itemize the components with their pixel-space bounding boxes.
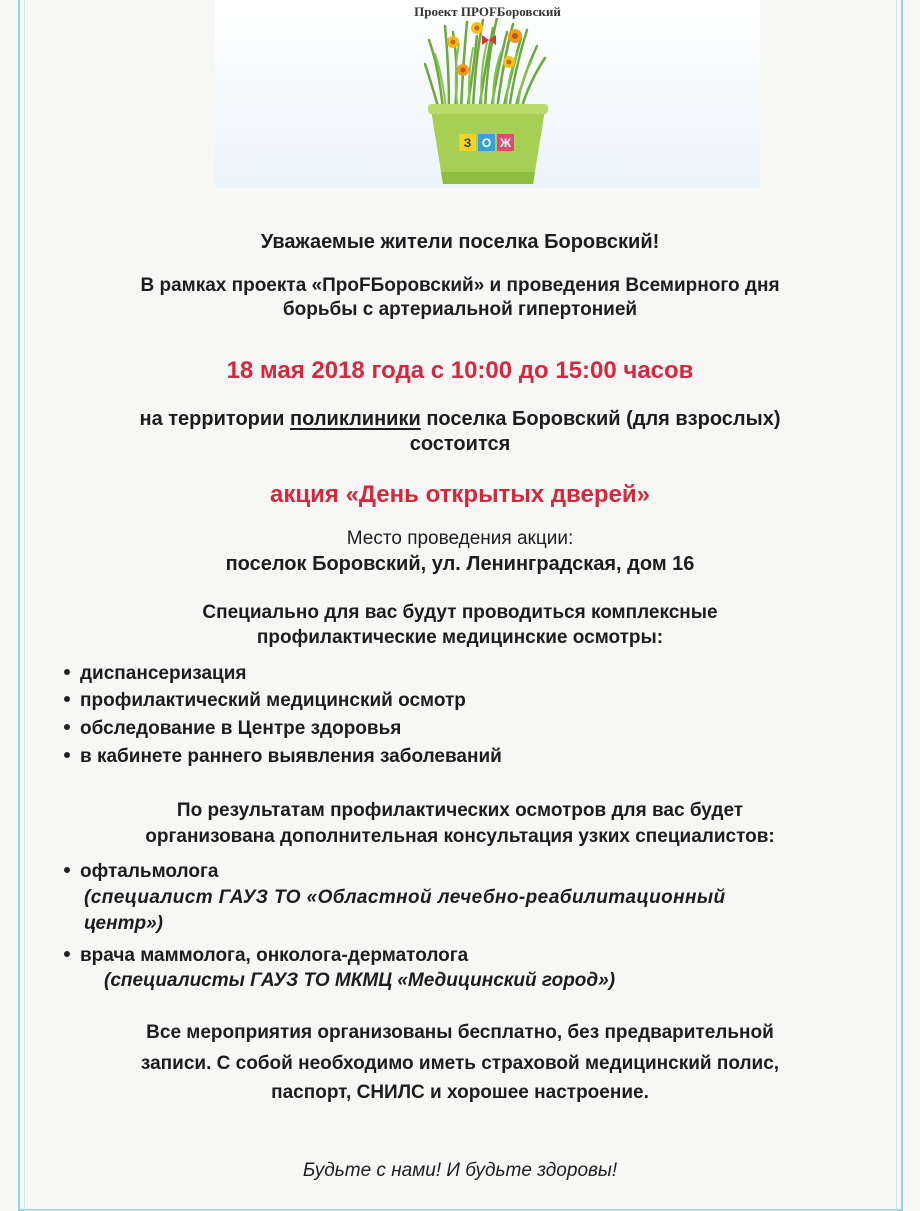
polyclinic-underlined: поликлиники <box>290 408 421 430</box>
exam-list-item: диспансеризация <box>64 663 246 685</box>
zozh-plant-pot-illustration <box>423 18 553 186</box>
consult-heading-2: организована дополнительная консультация узких специалистов: <box>145 826 775 847</box>
svg-text:Ж: Ж <box>500 136 511 150</box>
consult-heading-1: По результатам профилактических осмотров для вас будет <box>176 800 744 821</box>
exam-list-item: в кабинете раннего выявления заболеваний <box>64 746 502 768</box>
consult-item-mammologist: врача маммолога, онколога-дерматолога <box>64 945 468 967</box>
consult-item-ophthalmologist: офтальмолога <box>64 861 218 883</box>
intro-line-2: борьбы с артериальной гипертонией <box>282 299 638 320</box>
consult-item-1-note-2: центр») <box>84 913 163 934</box>
free-note-line-1: Все мероприятия организованы бесплатно, без предварительной <box>146 1022 774 1043</box>
closing-line: Будьте с нами! И будьте здоровы! <box>302 1160 618 1181</box>
header-banner <box>215 0 760 188</box>
exam-list-item: обследование в Центре здоровья <box>64 718 401 740</box>
free-note-line-2: записи. С собой необходимо иметь страховой медицинский полис, <box>140 1053 780 1074</box>
exams-heading-2: профилактические медицинские осмотры: <box>256 627 664 648</box>
event-date-time: 18 мая 2018 года с 10:00 до 15:00 часов <box>226 357 694 384</box>
svg-text:О: О <box>481 136 492 150</box>
venue-label: Место проведения акции: <box>346 528 574 549</box>
consult-item-1-note: (специалист ГАУЗ ТО «Областной лечебно-реабилитационный <box>84 887 726 908</box>
project-label: Проект ПРОFБоровский <box>414 4 561 19</box>
exam-list-item: профилактический медицинский осмотр <box>64 690 466 712</box>
consult-item-2-note: (специалисты ГАУЗ ТО МКМЦ «Медицинский город») <box>104 970 616 991</box>
location-intro-line-2: состоится <box>409 433 511 455</box>
action-title: акция «День открытых дверей» <box>270 481 650 508</box>
venue-address: поселок Боровский, ул. Ленинградская, дом 16 <box>225 553 695 575</box>
exams-heading-1: Специально для вас будут проводиться комплексные <box>202 602 718 623</box>
location-intro-line: на территории поликлиники поселка Боровский (для взрослых) <box>139 408 781 430</box>
svg-text:З: З <box>463 136 472 150</box>
greeting-title: Уважаемые жители поселка Боровский! <box>260 231 660 253</box>
intro-line-1: В рамках проекта «ПроFБоровский» и проведения Всемирного дня <box>140 275 780 296</box>
free-note-line-3: паспорт, СНИЛС и хорошее настроение. <box>271 1082 649 1103</box>
